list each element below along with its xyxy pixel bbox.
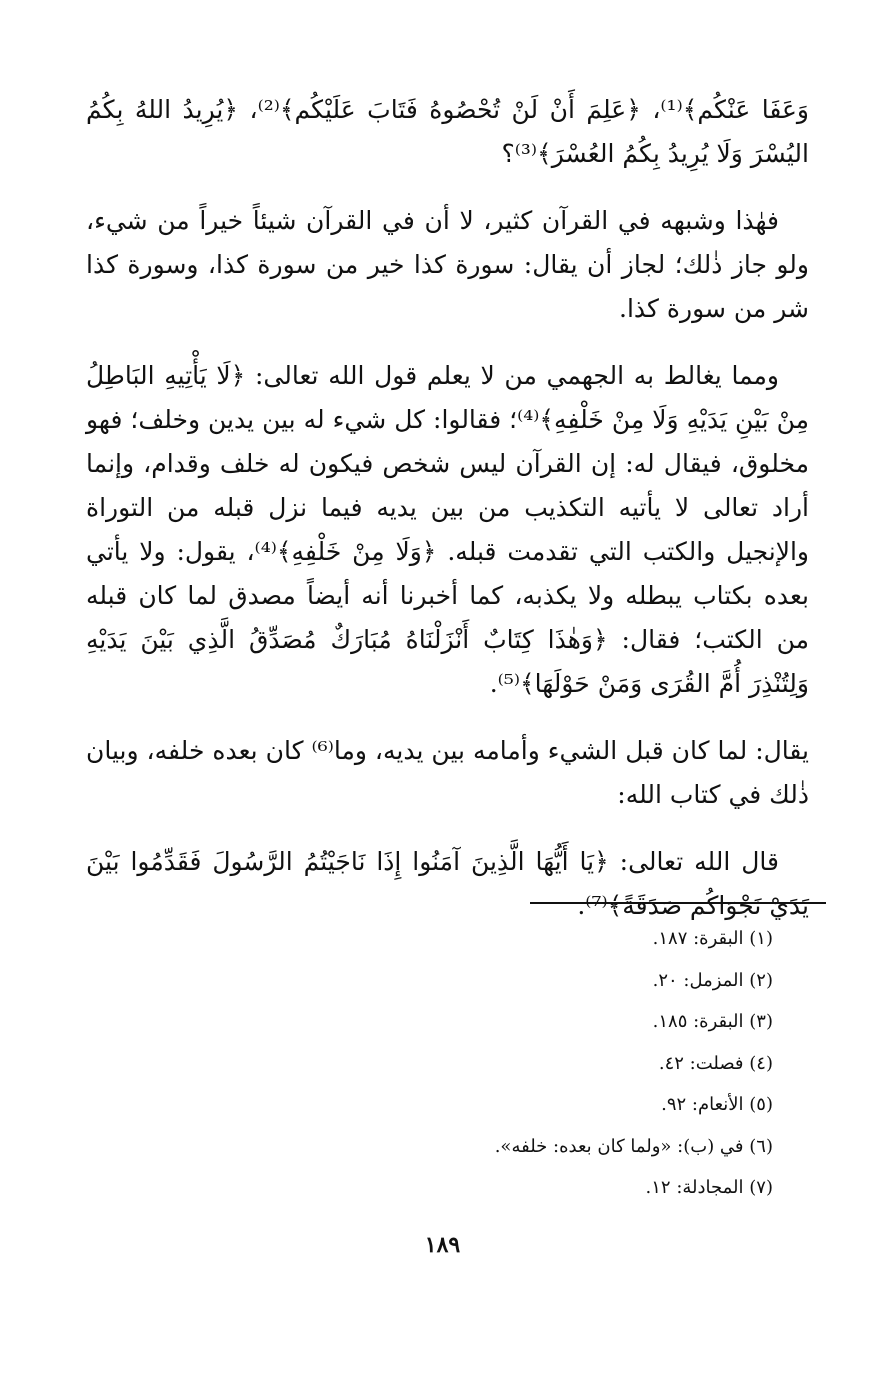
footnote-5: (٥) الأنعام: ٩٢. xyxy=(661,1094,773,1115)
paragraph-explanation: يقال: لما كان قبل الشيء وأمامه بين يديه، وما⁽⁶⁾ كان بعده خلفه، وبيان ذٰلك في كتاب الله: xyxy=(86,736,810,809)
main-text xyxy=(86,88,809,951)
paragraph-quran-quote: قال الله تعالى: ﴿يَا أَيُّهَا الَّذِينَ آمَنُوا إِذَا نَاجَيْتُمُ الرَّسُولَ فَقَدِّمُوا بَيْنَ يَدَيْ نَجْوَاكُم صَدَقَةً﴾⁽⁷⁾. xyxy=(86,847,809,920)
paragraph-comparison: فهٰذا وشبهه في القرآن كثير، لا أن في القرآن شيئاً خيراً من شيء، ولو جاز ذٰلك؛ لجاز أن يقال: سورة كذا خير من سورة كذا، وسورة كذا شر من سورة كذا. xyxy=(86,206,809,323)
paragraph-jahmi-argument: ومما يغالط به الجهمي من لا يعلم قول الله تعالى: ﴿لَا يَأْتِيهِ البَاطِلُ مِنْ بَيْنِ يَدَيْهِ وَلَا مِنْ خَلْفِهِ﴾⁽⁴⁾؛ فقالوا: كل شيء له بين يدين وخلف؛ فهو مخلوق، فيقال له: إن القرآن ليس شخص فيكون له خلف وقدام، وإنما أراد تعالى لا يأتيه التكذيب من بين يديه فيما نزل قبله من التوراة والإنجيل والكتب التي تقدمت قبله. ﴿وَلَا مِنْ خَلْفِهِ﴾⁽⁴⁾، يقول: ولا يأتي بعده بكتاب يبطله ولا يكذبه، كما أخبرنا أنه أيضاً مصدق لما كان قبله من الكتب؛ فقال: ﴿وَهٰذَا كِتَابٌ أَنْزَلْنَاهُ مُبَارَكٌ مُصَدِّقُ الَّذِي بَيْنَ يَدَيْهِ وَلِتُنْذِرَ أُمَّ القُرَى وَمَنْ حَوْلَهَا﴾⁽⁵⁾. xyxy=(86,361,810,698)
footnotes xyxy=(86,918,773,1209)
footnote-6: (٦) في (ب): «ولما كان بعده: خلفه». xyxy=(494,1135,773,1157)
footnote-3: (٣) البقرة: ١٨٥. xyxy=(652,1011,773,1032)
footnote-4: (٤) فصلت: ٤٢. xyxy=(658,1052,773,1074)
paragraph-verse-continuation: وَعَفَا عَنْكُم﴾⁽¹⁾، ﴿عَلِمَ أَنْ لَنْ تُحْصُوهُ فَتَابَ عَلَيْكُم﴾⁽²⁾، ﴿يُرِيدُ اللهُ بِكُمُ اليُسْرَ وَلَا يُرِيدُ بِكُمُ العُسْرَ﴾⁽³⁾؟ xyxy=(86,95,809,168)
footnote-1: (١) البقرة: ١٨٧. xyxy=(652,928,773,949)
footnote-7: (٧) المجادلة: ١٢. xyxy=(645,1177,773,1198)
page-number: ١٨٩ xyxy=(424,1232,461,1258)
footnote-divider xyxy=(530,902,826,904)
footnote-2: (٢) المزمل: ٢٠. xyxy=(652,969,773,991)
